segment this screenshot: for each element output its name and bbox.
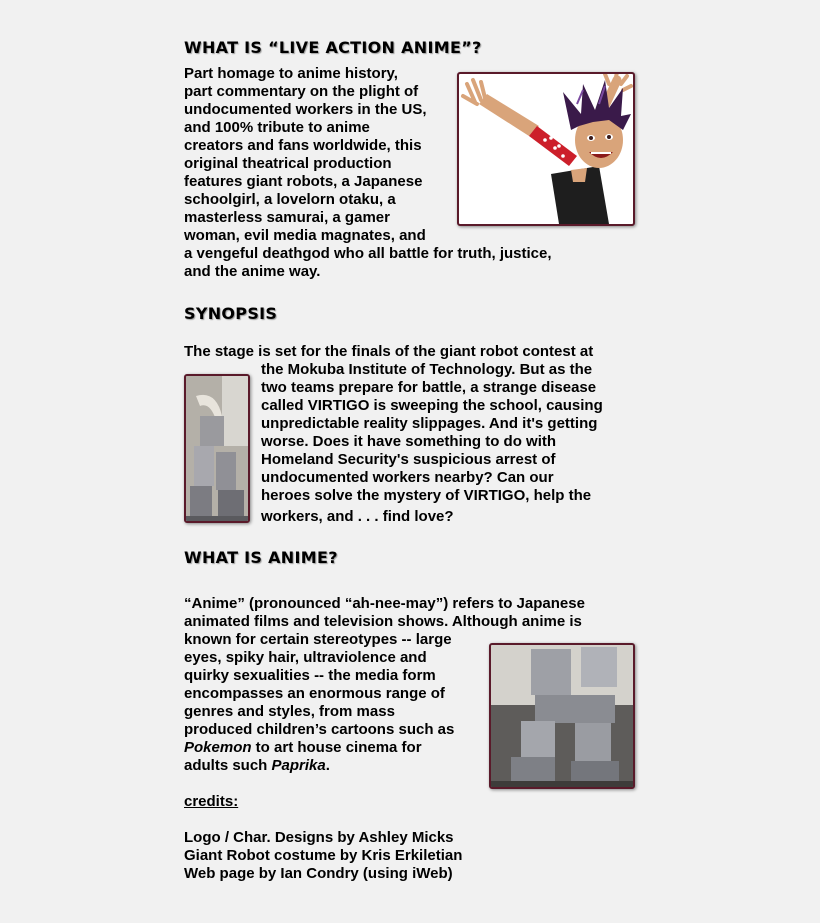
cartoon-character-icon	[459, 74, 633, 224]
text-line: known for certain stereotypes -- large	[184, 631, 452, 648]
text-line: original theatrical production	[184, 155, 392, 172]
text-fragment: .	[325, 757, 330, 774]
text-line: creators and fans worldwide, this	[184, 137, 422, 154]
credits-list	[184, 829, 462, 883]
text-line: genres and styles, from mass	[184, 703, 395, 720]
text-line: Part homage to anime history,	[184, 65, 398, 82]
text-line: features giant robots, a Japanese	[184, 173, 423, 190]
pokemon-title: Pokemon	[184, 739, 252, 756]
text-line: called VIRTIGO is sweeping the school, causing	[261, 397, 603, 414]
text-line: undocumented workers in the US,	[184, 101, 427, 118]
synopsis-paragraph	[261, 361, 603, 526]
section-title-synopsis: SYNOPSIS	[184, 304, 278, 323]
robot-costume-photo-large	[489, 643, 635, 789]
text-line: heroes solve the mystery of VIRTIGO, help the	[261, 487, 592, 504]
section-title-what-is-anime: WHAT IS ANIME?	[184, 548, 338, 567]
text-line: two teams prepare for battle, a strange disease	[261, 379, 597, 396]
text-line: and 100% tribute to anime	[184, 119, 370, 136]
text-line: eyes, spiky hair, ultraviolence and	[184, 649, 427, 666]
synopsis-first-line: The stage is set for the finals of the giant robot contest at	[184, 343, 594, 360]
credit-line: Giant Robot costume by Kris Erkiletian	[184, 847, 463, 864]
text-line: schoolgirl, a lovelorn otaku, a	[184, 191, 396, 208]
text-line: a vengeful deathgod who all battle for truth, justice,	[184, 245, 552, 262]
text-line: workers, and . . . find love?	[261, 508, 454, 525]
credit-line: Logo / Char. Designs by Ashley Micks	[184, 829, 454, 846]
robot-costume-photo-icon	[491, 645, 633, 787]
text-fragment: adults such	[184, 757, 272, 774]
cartoon-character-image	[457, 72, 635, 226]
text-line: quirky sexualities -- the media form	[184, 667, 436, 684]
text-line: woman, evil media magnates, and	[184, 227, 426, 244]
text-line: worse. Does it have something to do with	[261, 433, 557, 450]
text-line: part commentary on the plight of	[184, 83, 419, 100]
text-line: produced children’s cartoons such as	[184, 721, 455, 738]
robot-costume-photo-small	[184, 374, 250, 523]
credit-line: Web page by Ian Condry (using iWeb)	[184, 865, 453, 882]
text-line: masterless samurai, a gamer	[184, 209, 390, 226]
section-title-live-action-anime: WHAT IS “LIVE ACTION ANIME”?	[184, 38, 482, 57]
text-line: unpredictable reality slippages. And it's getting	[261, 415, 598, 432]
text-line: animated films and television shows. Although anime is	[184, 613, 582, 630]
credits-heading: credits:	[184, 793, 239, 810]
text-line: and the anime way.	[184, 263, 321, 280]
text-line: encompasses an enormous range of	[184, 685, 445, 702]
text-line: “Anime” (pronounced “ah-nee-may”) refers to Japanese	[184, 595, 585, 612]
text-line: Homeland Security's suspicious arrest of	[261, 451, 556, 468]
paprika-title: Paprika	[271, 757, 326, 774]
robot-costume-photo-icon	[186, 376, 248, 521]
text-fragment: to art house cinema for	[251, 739, 422, 756]
text-line: the Mokuba Institute of Technology. But as the	[261, 361, 593, 378]
text-line: undocumented workers nearby? Can our	[261, 469, 554, 486]
